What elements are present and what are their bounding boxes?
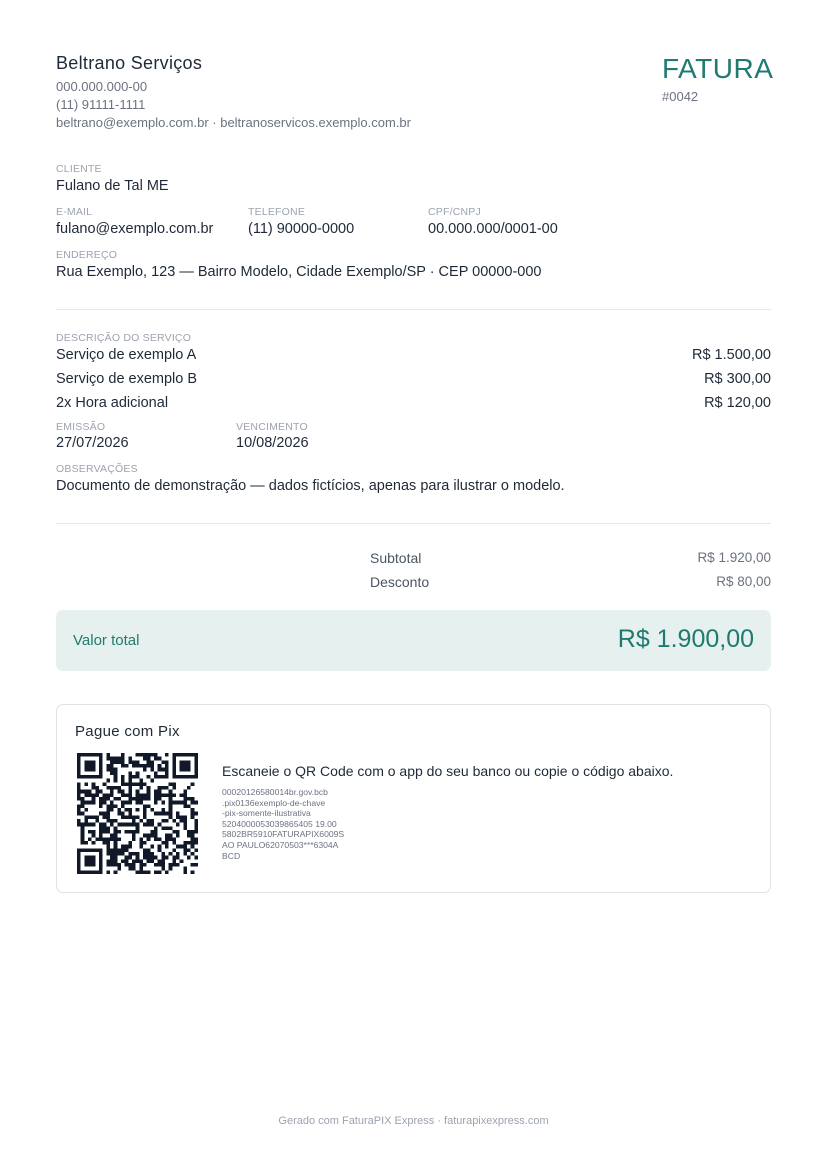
client-phone: (11) 90000-0000: [248, 221, 355, 237]
pix-title: Pague com Pix: [75, 723, 180, 740]
pix-instructions: Escaneie o QR Code com o app do seu banco ou copie o código abaixo.: [222, 763, 674, 779]
company-document: 000.000.000-00: [56, 79, 148, 94]
subtotal-value: R$ 1.920,00: [697, 550, 771, 565]
client-email-label: E-MAIL: [56, 206, 93, 218]
pix-code-line: -pix-somente-ilustrativa: [222, 808, 311, 819]
footer-credit: Gerado com FaturaPIX Express · faturapixexpress.com: [278, 1115, 549, 1127]
client-doc-label: CPF/CNPJ: [428, 206, 481, 218]
due-date: 10/08/2026: [236, 435, 309, 451]
client-email: fulano@exemplo.com.br: [56, 221, 214, 237]
invoice-title: FATURA: [662, 53, 774, 84]
issue-date-label: EMISSÃO: [56, 421, 106, 433]
pix-copy-paste-code[interactable]: [222, 787, 372, 861]
divider: [56, 523, 771, 524]
service-item-amount: R$ 300,00: [704, 371, 771, 387]
total-box: [56, 610, 771, 671]
discount-label: Desconto: [370, 574, 430, 590]
notes-label: OBSERVAÇÕES: [56, 463, 138, 475]
discount-value: R$ 80,00: [716, 574, 771, 589]
pix-code-line: .pix0136exemplo-de-chave: [222, 797, 326, 808]
issue-date: 27/07/2026: [56, 435, 129, 451]
subtotal-label: Subtotal: [370, 550, 422, 566]
pix-payment-card: [56, 704, 771, 893]
pix-code-line: 5802BR5910FATURAPIX6009S: [222, 829, 345, 840]
pix-code-line: 5204000053039865405 19.00: [222, 818, 337, 829]
client-label: CLIENTE: [56, 163, 102, 175]
total-label: Valor total: [73, 632, 140, 649]
invoice-page: [56, 0, 774, 1170]
service-item-amount: R$ 120,00: [704, 395, 771, 411]
client-doc: 00.000.000/0001-00: [428, 221, 558, 237]
client-address-label: ENDEREÇO: [56, 249, 118, 261]
service-item-description: Serviço de exemplo A: [56, 347, 197, 363]
invoice-number: #0042: [662, 89, 699, 104]
notes-text: Documento de demonstração — dados fictícios, apenas para ilustrar o modelo.: [56, 478, 565, 494]
client-name: Fulano de Tal ME: [56, 178, 169, 194]
service-item-amount: R$ 1.500,00: [691, 347, 771, 363]
client-address: Rua Exemplo, 123 — Bairro Modelo, Cidade Exemplo/SP · CEP 00000-000: [56, 264, 542, 280]
pix-code-line: BCD: [222, 850, 241, 861]
due-date-label: VENCIMENTO: [236, 421, 308, 433]
company-contacts: beltrano@exemplo.com.br · beltranoservicos.exemplo.com.br: [56, 115, 411, 130]
service-item-description: Serviço de exemplo B: [56, 371, 198, 387]
qr-code-icon[interactable]: [77, 753, 198, 874]
company-name: Beltrano Serviços: [56, 53, 203, 73]
company-phone: (11) 91111-1111: [56, 97, 146, 112]
total-value: R$ 1.900,00: [617, 625, 754, 653]
divider: [56, 309, 771, 310]
services-label: DESCRIÇÃO DO SERVIÇO: [56, 332, 192, 344]
client-phone-label: TELEFONE: [248, 206, 306, 218]
pix-code-line: 00020126580014br.gov.bcb: [222, 787, 328, 797]
service-item-description: 2x Hora adicional: [56, 395, 169, 411]
pix-code-line: AO PAULO62070503***6304A: [222, 839, 339, 850]
